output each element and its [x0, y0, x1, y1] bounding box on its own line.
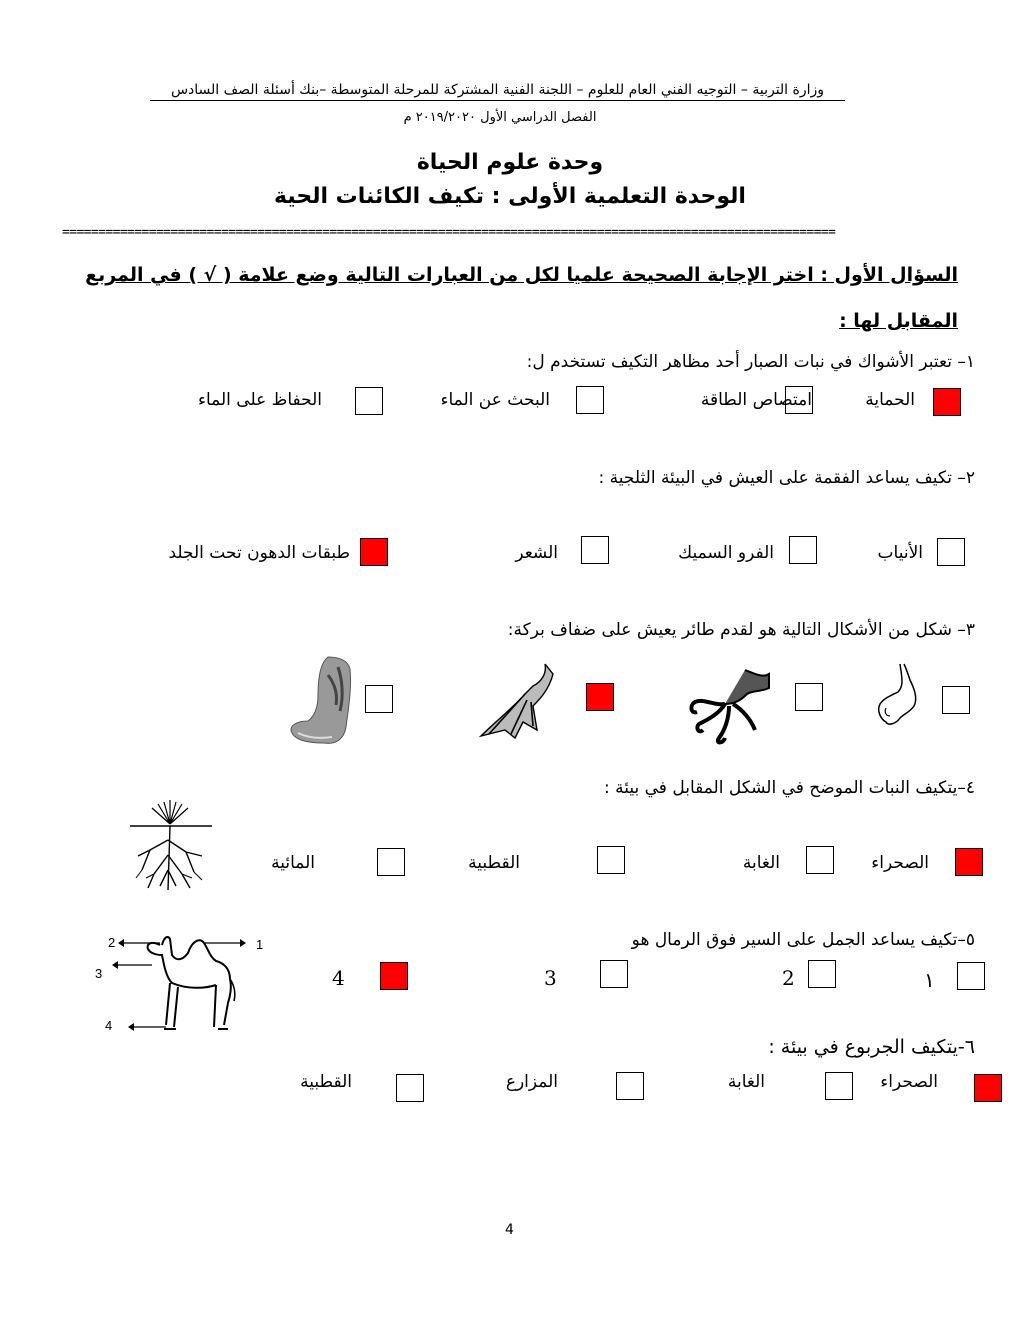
q6-option-4-checkbox[interactable] — [396, 1074, 424, 1102]
q2-option-4-checkbox[interactable] — [360, 538, 388, 566]
q5-option-2-label: 2 — [782, 966, 795, 990]
question-6-text: ٦-يتكيف الجربوع في بيئة : — [768, 1036, 975, 1058]
q4-option-3-checkbox[interactable] — [597, 846, 625, 874]
question-heading: السؤال الأول : اختر الإجابة الصحيحة علميا لكل من العبارات التالية وضع علامة ( √ ) في المربع — [85, 264, 958, 286]
camel-label-3: 3 — [95, 966, 103, 981]
ministry-header: وزارة التربية – التوجيه الفني العام للعلوم – اللجنة الفنية المشتركة للمرحلة المتوسطة –بنك أسئلة الصف السادس — [150, 82, 845, 101]
camel-image — [104, 925, 254, 1037]
q6-option-3-label: المزارع — [505, 1072, 558, 1092]
q1-option-1-label: الحماية — [865, 390, 915, 410]
q5-option-3-label: 3 — [544, 966, 557, 990]
q4-option-2-label: الغابة — [742, 853, 780, 873]
question-4-text: ٤–يتكيف النبات الموضح في الشكل المقابل في بيئة : — [604, 778, 975, 798]
q4-option-4-label: المائية — [271, 853, 315, 873]
camel-label-2: 2 — [108, 935, 116, 950]
q1-option-3-checkbox[interactable] — [576, 386, 604, 414]
q1-option-4-label: الحفاظ على الماء — [197, 390, 322, 410]
q2-option-4-label: طبقات الدهون تحت الجلد — [168, 543, 350, 563]
q3-option-4-checkbox[interactable] — [365, 685, 393, 713]
question-5-text: ٥–تكيف يساعد الجمل على السير فوق الرمال هو — [631, 930, 975, 950]
sub-unit-title: الوحدة التعلمية الأولى : تكيف الكائنات الحية — [274, 184, 746, 209]
q6-option-3-checkbox[interactable] — [616, 1072, 644, 1100]
q1-option-3-label: البحث عن الماء — [440, 390, 550, 410]
q1-option-4-checkbox[interactable] — [355, 387, 383, 415]
q6-option-1-checkbox[interactable] — [974, 1074, 1002, 1102]
q5-option-1-label: ١ — [924, 968, 935, 992]
paw-foot-image — [288, 655, 360, 747]
webbed-foot-image — [475, 660, 559, 744]
question-3-text: ٣– شكل من الأشكال التالية هو لقدم طائر يعيش على ضفاف بركة: — [507, 620, 975, 640]
q1-option-1-checkbox[interactable] — [933, 388, 961, 416]
q2-option-2-checkbox[interactable] — [789, 536, 817, 564]
question-heading-continued: المقابل لها : — [839, 310, 958, 332]
q5-option-4-checkbox[interactable] — [380, 962, 408, 990]
q5-option-4-label: 4 — [332, 966, 345, 990]
q1-option-2-label: امتصاص الطاقة — [700, 390, 812, 410]
q2-option-1-checkbox[interactable] — [937, 538, 965, 566]
question-2-text: ٢– تكيف يساعد الفقمة على العيش في البيئة الثلجية : — [598, 468, 975, 488]
q4-option-1-checkbox[interactable] — [955, 848, 983, 876]
q4-option-2-checkbox[interactable] — [806, 846, 834, 874]
semester-header: الفصل الدراسي الأول ٢٠١٩/٢٠٢٠ م — [403, 110, 597, 125]
camel-label-1: 1 — [256, 937, 264, 952]
q6-option-2-checkbox[interactable] — [825, 1072, 853, 1100]
q2-option-3-label: الشعر — [515, 543, 558, 563]
q5-option-3-checkbox[interactable] — [600, 960, 628, 988]
q3-option-3-checkbox[interactable] — [586, 683, 614, 711]
q4-option-4-checkbox[interactable] — [377, 848, 405, 876]
q3-option-2-checkbox[interactable] — [795, 683, 823, 711]
desert-plant-roots-image — [128, 800, 214, 892]
hoof-foot-image — [870, 660, 928, 730]
q6-option-2-label: الغابة — [727, 1072, 765, 1092]
q6-option-4-label: القطبية — [300, 1072, 352, 1092]
talon-claw-image — [685, 664, 775, 746]
q3-option-1-checkbox[interactable] — [942, 686, 970, 714]
separator-line: =========================================================================================================== — [62, 225, 836, 240]
q6-option-1-label: الصحراء — [880, 1072, 938, 1092]
q2-option-1-label: الأنياب — [877, 543, 923, 563]
q4-option-1-label: الصحراء — [871, 853, 929, 873]
q5-option-2-checkbox[interactable] — [808, 960, 836, 988]
q5-option-1-checkbox[interactable] — [957, 962, 985, 990]
q4-option-3-label: القطبية — [468, 853, 520, 873]
q2-option-3-checkbox[interactable] — [581, 536, 609, 564]
camel-label-4: 4 — [105, 1018, 113, 1033]
question-1-text: ١– تعتبر الأشواك في نبات الصبار أحد مظاهر التكيف تستخدم ل: — [526, 352, 975, 372]
page-number: 4 — [505, 1222, 514, 1238]
q2-option-2-label: الفرو السميك — [678, 543, 774, 563]
unit-title: وحدة علوم الحياة — [416, 150, 604, 175]
